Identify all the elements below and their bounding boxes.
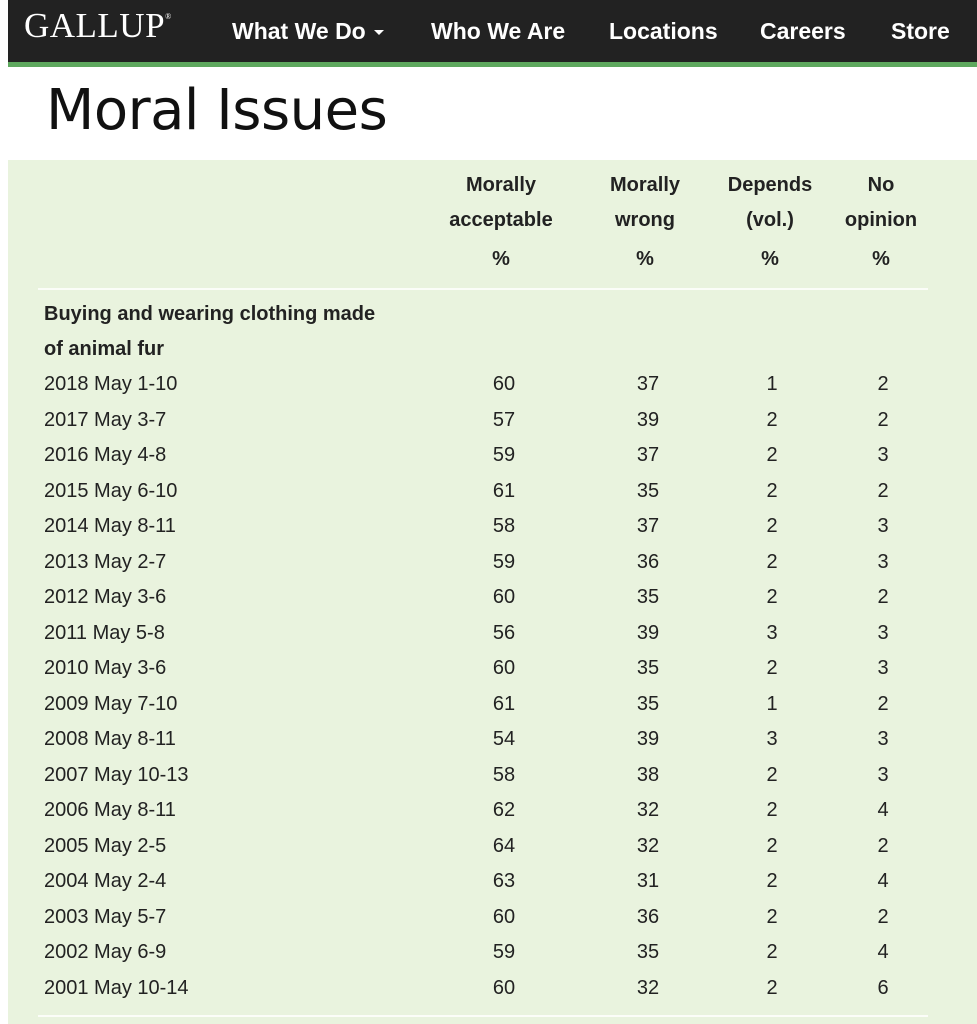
table-cell: 37 — [636, 515, 660, 537]
gallup-logo[interactable] — [24, 6, 172, 46]
table-cell: 6 — [877, 976, 889, 999]
table-row — [0, 403, 977, 438]
unit-label: % — [492, 248, 510, 270]
nav-item-label: Careers — [760, 17, 846, 44]
table-cell: 2 — [877, 834, 889, 857]
table-row — [0, 616, 977, 651]
table-cell: 60 — [492, 905, 516, 928]
table-cell: 3 — [877, 515, 889, 537]
table-cell: 60 — [492, 657, 516, 679]
table-cell: 2 — [766, 657, 778, 679]
table-cell: 1 — [766, 692, 778, 715]
column-header-depends — [710, 168, 830, 238]
table-cell: 2 — [766, 515, 778, 537]
table-cell: 2 — [766, 408, 778, 431]
nav-item-store[interactable] — [891, 0, 950, 62]
question-label-line: of animal fur — [44, 338, 165, 360]
table-cell: 2 — [766, 941, 778, 963]
table-cell: 2 — [766, 550, 778, 573]
survey-date: 2015 May 6-10 — [44, 479, 178, 502]
column-header-line: Depends — [727, 174, 813, 196]
table-cell: 59 — [492, 941, 516, 963]
table-cell: 54 — [492, 728, 516, 750]
nav-item-who-we-are[interactable] — [431, 0, 565, 62]
column-header-line: opinion — [844, 209, 918, 231]
top-navigation-bar — [8, 0, 977, 67]
table-cell: 35 — [636, 586, 660, 608]
table-row — [0, 758, 977, 793]
table-cell: 3 — [877, 657, 889, 679]
survey-date: 2005 May 2-5 — [44, 834, 167, 857]
table-cell: 35 — [636, 692, 660, 715]
table-cell: 64 — [492, 834, 516, 857]
nav-item-label: What We Do — [232, 17, 366, 44]
unit-label: % — [636, 248, 654, 270]
nav-item-label: Locations — [609, 17, 718, 44]
table-cell: 35 — [636, 479, 660, 502]
page-title: Moral Issues — [46, 78, 388, 143]
table-cell: 2 — [766, 905, 778, 928]
survey-date: 2013 May 2-7 — [44, 550, 167, 573]
table-cell: 1 — [766, 373, 778, 395]
survey-date: 2007 May 10-13 — [44, 763, 189, 786]
survey-date: 2017 May 3-7 — [44, 408, 167, 431]
survey-date: 2012 May 3-6 — [44, 586, 167, 608]
survey-date: 2016 May 4-8 — [44, 444, 167, 466]
registered-mark: ® — [165, 12, 172, 21]
column-header-morally-acceptable — [431, 168, 571, 238]
survey-date: 2001 May 10-14 — [44, 976, 189, 999]
survey-date: 2002 May 6-9 — [44, 941, 167, 963]
survey-date: 2010 May 3-6 — [44, 657, 167, 679]
table-row — [0, 687, 977, 722]
table-cell: 61 — [492, 692, 516, 715]
table-cell: 59 — [492, 444, 516, 466]
survey-date: 2006 May 8-11 — [44, 799, 176, 821]
survey-date: 2011 May 5-8 — [44, 621, 165, 644]
table-cell: 2 — [766, 763, 778, 786]
survey-date: 2008 May 8-11 — [44, 728, 176, 750]
chevron-down-icon — [374, 30, 384, 35]
column-header-line: Morally — [609, 174, 681, 196]
table-row — [0, 545, 977, 580]
table-cell: 37 — [636, 373, 660, 395]
table-row — [0, 509, 977, 544]
column-header-line: Morally — [465, 174, 537, 196]
table-cell: 3 — [877, 550, 889, 573]
table-cell: 37 — [636, 444, 660, 466]
survey-date: 2004 May 2-4 — [44, 870, 167, 892]
table-cell: 2 — [766, 444, 778, 466]
table-cell: 3 — [877, 763, 889, 786]
table-cell: 32 — [636, 799, 660, 821]
table-cell: 2 — [766, 479, 778, 502]
table-cell: 32 — [636, 834, 660, 857]
nav-item-careers[interactable] — [760, 0, 846, 62]
table-cell: 2 — [877, 692, 889, 715]
table-cell: 56 — [492, 621, 516, 644]
column-header-line: wrong — [615, 209, 675, 231]
nav-item-label: Store — [891, 17, 950, 44]
nav-item-locations[interactable] — [609, 0, 718, 62]
table-cell: 36 — [636, 550, 660, 573]
table-cell: 4 — [877, 941, 889, 963]
table-cell: 38 — [636, 763, 660, 786]
table-cell: 2 — [766, 976, 778, 999]
table-cell: 39 — [636, 408, 660, 431]
nav-item-label: Who We Are — [431, 17, 566, 44]
table-row — [0, 935, 977, 970]
table-row — [0, 438, 977, 473]
table-cell: 60 — [492, 586, 516, 608]
table-row — [0, 580, 977, 615]
table-cell: 2 — [877, 373, 889, 395]
unit-label: % — [872, 248, 890, 270]
table-cell: 2 — [877, 479, 889, 502]
table-row — [0, 367, 977, 402]
table-cell: 4 — [877, 870, 889, 892]
table-cell: 31 — [636, 870, 660, 892]
column-header-line: (vol.) — [746, 209, 794, 231]
table-cell: 3 — [766, 728, 778, 750]
table-row — [0, 829, 977, 864]
table-cell: 57 — [492, 408, 516, 431]
table-cell: 3 — [877, 621, 889, 644]
column-header-line: No — [867, 174, 895, 196]
table-cell: 2 — [877, 586, 889, 608]
table-cell: 63 — [492, 870, 516, 892]
table-cell: 2 — [877, 408, 889, 431]
question-label-line: Buying and wearing clothing made — [44, 303, 376, 325]
survey-date: 2009 May 7-10 — [44, 692, 178, 715]
table-cell: 2 — [766, 799, 778, 821]
table-cell: 32 — [636, 976, 660, 999]
table-cell: 61 — [492, 479, 516, 502]
table-cell: 3 — [766, 621, 778, 644]
unit-label: % — [761, 248, 779, 270]
logo-text: GALLUP — [24, 6, 166, 45]
nav-item-what-we-do[interactable] — [232, 0, 384, 62]
table-cell: 35 — [636, 657, 660, 679]
table-cell: 36 — [636, 905, 660, 928]
table-cell: 60 — [492, 976, 516, 999]
column-header-no-opinion — [831, 168, 931, 238]
table-cell: 2 — [766, 870, 778, 892]
survey-date: 2018 May 1-10 — [44, 373, 178, 395]
table-cell: 59 — [492, 550, 516, 573]
table-cell: 60 — [492, 373, 516, 395]
table-cell: 2 — [766, 586, 778, 608]
table-row — [0, 793, 977, 828]
table-cell: 39 — [636, 621, 660, 644]
header-divider — [38, 288, 928, 290]
table-cell: 4 — [877, 799, 889, 821]
table-cell: 62 — [492, 799, 516, 821]
table-row — [0, 474, 977, 509]
table-cell: 3 — [877, 444, 889, 466]
table-row — [0, 864, 977, 899]
table-row — [0, 651, 977, 686]
table-cell: 58 — [492, 763, 516, 786]
table-cell: 39 — [636, 728, 660, 750]
table-row — [0, 900, 977, 935]
survey-date: 2014 May 8-11 — [44, 515, 176, 537]
table-cell: 2 — [766, 834, 778, 857]
table-row — [0, 971, 977, 1006]
table-cell: 35 — [636, 941, 660, 963]
table-cell: 3 — [877, 728, 889, 750]
column-header-morally-wrong — [585, 168, 705, 238]
table-cell: 2 — [877, 905, 889, 928]
question-label — [44, 297, 424, 367]
column-header-line: acceptable — [449, 209, 553, 231]
footer-divider — [38, 1015, 928, 1017]
survey-date: 2003 May 5-7 — [44, 905, 167, 928]
table-row — [0, 722, 977, 757]
table-cell: 58 — [492, 515, 516, 537]
